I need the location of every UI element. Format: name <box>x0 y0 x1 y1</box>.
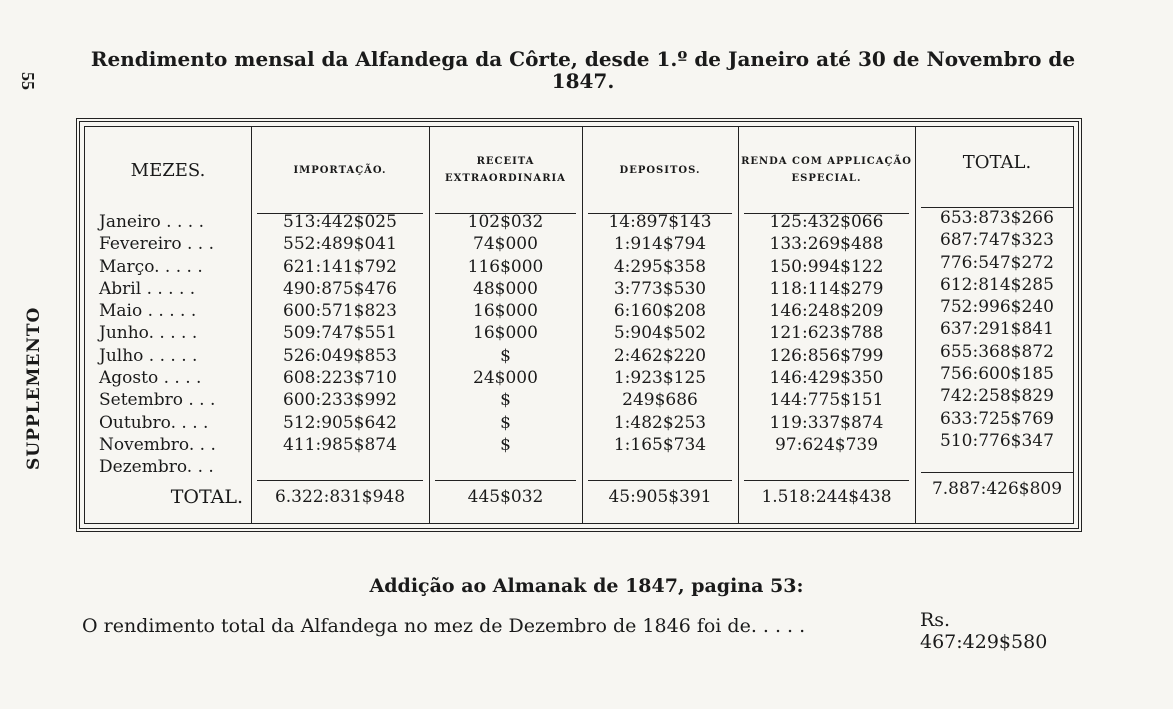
footnote-text: O rendimento total da Alfandega no mez de Dezembro de 1846 foi de. . . . . <box>82 615 806 637</box>
renda-cell: 119:337$874 <box>769 412 884 433</box>
renda-cell <box>738 456 915 478</box>
total-cell: 752:996$240 <box>940 297 1054 318</box>
header-renda: RENDA COM APPLICAÇÃO ESPECIAL. <box>741 156 912 184</box>
page-number: 55 <box>18 72 38 90</box>
month-cell: Dezembro. . . <box>99 457 214 478</box>
importacao-cell: 526:049$853 <box>283 345 397 366</box>
header-receita: RECEITA EXTRAORDINARIA <box>445 156 566 184</box>
receita-cell: 24$000 <box>473 368 538 389</box>
page-title: Rendimento mensal da Alfandega da Côrte, desde 1.º de Janeiro até 30 de Novembro de 1847. <box>90 47 1076 93</box>
footnote-line <box>82 609 1082 653</box>
total-cell: 742:258$829 <box>940 386 1054 407</box>
importacao-cells <box>251 211 429 479</box>
total-cell: 653:873$266 <box>940 208 1054 228</box>
footnote-amount: Rs. 467:429$580 <box>920 609 1048 653</box>
renda-cells <box>738 211 915 479</box>
importacao-cell: 509:747$551 <box>283 323 397 344</box>
total-depositos: 45:905$391 <box>608 487 712 507</box>
header-importacao: IMPORTAÇÃO. <box>293 164 387 176</box>
month-cells <box>85 211 251 479</box>
side-label: SUPPLEMENTO <box>24 306 44 470</box>
depositos-cells <box>582 211 738 479</box>
receita-cell: 102$032 <box>467 212 544 232</box>
total-cells <box>915 207 1079 475</box>
renda-cell: 146:248$209 <box>769 301 884 322</box>
receita-cell: 48$000 <box>473 278 538 299</box>
table-inner <box>84 126 1074 524</box>
renda-cell: 125:432$066 <box>769 212 884 232</box>
month-cell: Julho . . . . . <box>99 345 198 366</box>
renda-cell: 144:775$151 <box>769 390 884 411</box>
month-cell: Maio . . . . . <box>99 301 197 322</box>
receita-cell: 16$000 <box>473 323 538 344</box>
total-label: TOTAL. <box>170 486 243 508</box>
depositos-cell: 249$686 <box>622 390 698 411</box>
month-cell: Novembro. . . <box>99 434 216 455</box>
col-total <box>915 127 1079 523</box>
renda-cell: 150:994$122 <box>769 256 884 277</box>
depositos-cell: 2:462$220 <box>613 345 707 366</box>
total-cell: 756:600$185 <box>940 364 1054 385</box>
header-depositos: DEPOSITOS. <box>619 164 701 176</box>
total-cell: 633:725$769 <box>940 408 1054 429</box>
total-renda: 1.518:244$438 <box>761 487 892 507</box>
total-cell: 637:291$841 <box>940 319 1054 340</box>
depositos-cell: 5:904$502 <box>613 323 707 344</box>
renda-cell: 126:856$799 <box>769 345 884 366</box>
total-receita: 445$032 <box>467 487 544 507</box>
month-cell: Setembro . . . <box>99 390 216 411</box>
importacao-cell <box>251 456 429 478</box>
receita-cell: $ <box>500 412 511 433</box>
month-cell: Outubro. . . . <box>99 412 209 433</box>
importacao-cell: 513:442$025 <box>283 212 397 232</box>
importacao-cell: 608:223$710 <box>283 368 397 389</box>
month-cell: Março. . . . . <box>99 256 203 277</box>
renda-cell: 118:114$279 <box>769 278 884 299</box>
importacao-cell: 490:875$476 <box>283 278 397 299</box>
header-mezes: MEZES. <box>130 159 206 181</box>
total-cell: 687:747$323 <box>940 230 1054 251</box>
importacao-cell: 552:489$041 <box>283 234 397 255</box>
depositos-cell: 3:773$530 <box>613 278 707 299</box>
depositos-cell: 1:923$125 <box>613 368 707 389</box>
renda-cell: 133:269$488 <box>769 234 884 255</box>
col-renda <box>738 127 916 523</box>
receita-cell: $ <box>500 345 511 366</box>
header-total: TOTAL. <box>962 151 1032 173</box>
month-cell: Abril . . . . . <box>99 278 196 299</box>
total-cell: 612:814$285 <box>940 274 1054 295</box>
renda-cell: 97:624$739 <box>774 434 879 455</box>
col-depositos <box>582 127 739 523</box>
receita-cell: $ <box>500 434 511 455</box>
total-cell: 510:776$347 <box>940 430 1054 451</box>
receita-cell <box>429 456 582 478</box>
importacao-cell: 621:141$792 <box>283 256 397 277</box>
receita-cell: 116$000 <box>467 256 544 277</box>
receita-cell: 74$000 <box>473 234 538 255</box>
total-cell: 655:368$872 <box>940 341 1054 362</box>
depositos-cell: 4:295$358 <box>613 256 707 277</box>
renda-cell: 146:429$350 <box>769 368 884 389</box>
month-cell: Fevereiro . . . <box>99 234 214 255</box>
importacao-cell: 411:985$874 <box>283 434 397 455</box>
col-mezes <box>85 127 252 523</box>
month-cell: Janeiro . . . . <box>99 212 204 232</box>
depositos-cell: 1:165$734 <box>613 434 707 455</box>
total-total: 7.887:426$809 <box>931 479 1063 499</box>
subheading: Addição ao Almanak de 1847, pagina 53: <box>369 575 804 597</box>
importacao-cell: 600:233$992 <box>283 390 397 411</box>
receita-cells <box>429 211 582 479</box>
col-importacao <box>251 127 430 523</box>
depositos-cell: 1:482$253 <box>613 412 707 433</box>
renda-cell: 121:623$788 <box>769 323 884 344</box>
total-importacao: 6.322:831$948 <box>274 487 406 507</box>
revenue-table <box>76 118 1082 532</box>
receita-cell: $ <box>500 390 511 411</box>
importacao-cell: 512:905$642 <box>283 412 397 433</box>
col-receita <box>429 127 583 523</box>
importacao-cell: 600:571$823 <box>283 301 397 322</box>
depositos-cell: 6:160$208 <box>613 301 707 322</box>
receita-cell: 16$000 <box>473 301 538 322</box>
total-cell: 776:547$272 <box>940 252 1054 273</box>
month-cell: Junho. . . . . <box>99 323 198 344</box>
depositos-cell: 14:897$143 <box>608 212 712 232</box>
depositos-cell: 1:914$794 <box>613 234 707 255</box>
depositos-cell <box>582 456 738 478</box>
month-cell: Agosto . . . . <box>99 368 202 389</box>
